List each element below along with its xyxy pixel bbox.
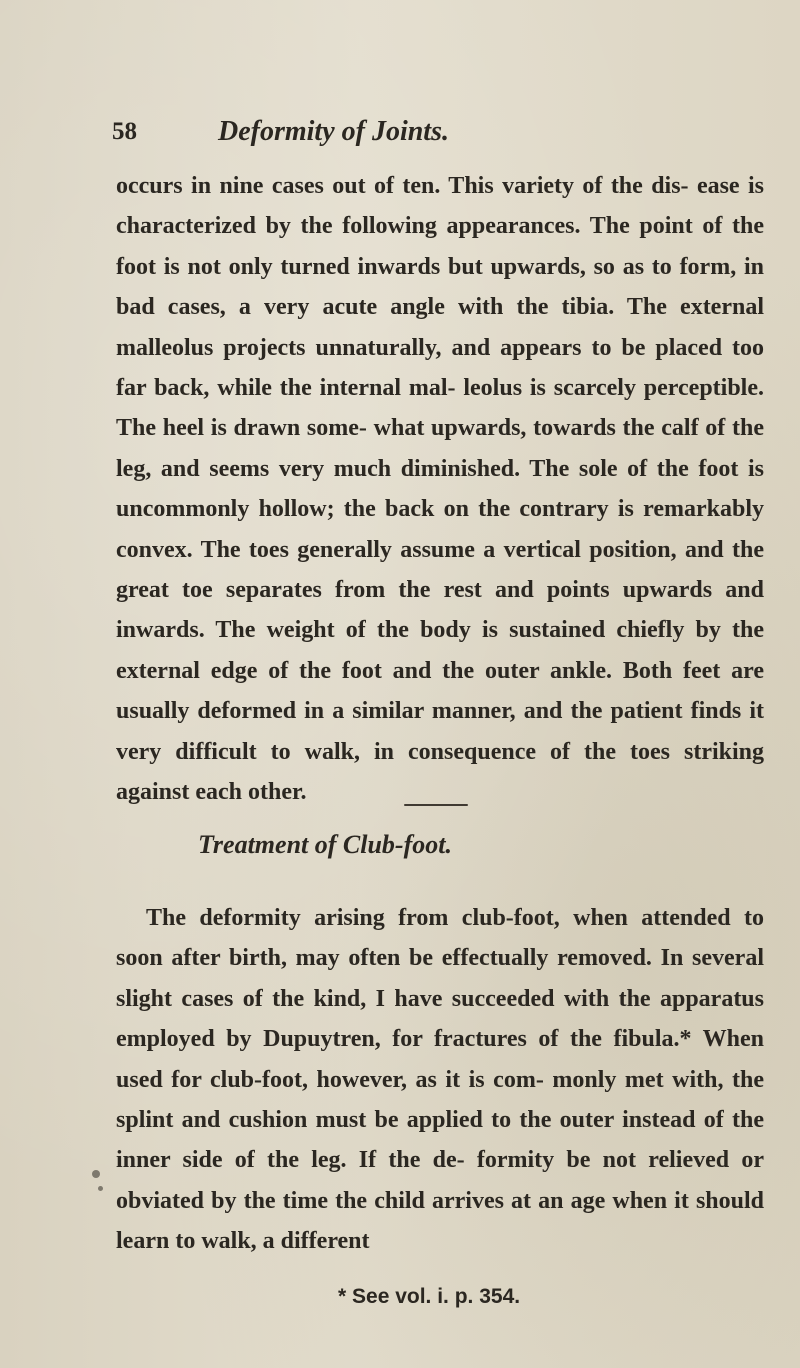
section-divider bbox=[404, 804, 468, 806]
ink-spot bbox=[92, 1170, 100, 1178]
footnote: * See vol. i. p. 354. bbox=[338, 1285, 521, 1308]
running-title: Deformity of Joints. bbox=[218, 116, 449, 147]
page-number: 58 bbox=[112, 118, 137, 145]
section-heading: Treatment of Club-foot. bbox=[198, 830, 452, 859]
ink-spot bbox=[98, 1186, 103, 1191]
running-head bbox=[112, 118, 762, 154]
paragraph-treatment: The deformity arising from club-foot, when attended to soon after birth, may often be effectually removed. In several slight cases of the kind, I have succeeded with the apparatus employed by Dupuytren, for fractures of the fibula.* When used for club-foot, however, as it is com- monly met with, the splint and cushion must be applied to the outer instead of the inner side of the leg. If the de- formity be not relieved or obviated by the time the child arrives at an age when it should learn to walk, a different bbox=[116, 905, 764, 1255]
paragraph-club-foot-description: occurs in nine cases out of ten. This variety of the dis- ease is characterized by the following appearances. The point of the foot is not only turned inwards but upwards, so as to form, in bad cases, a very acute angle with the tibia. The external malleolus projects unnaturally, and appears to be placed too far back, while the internal mal- leolus is scarcely perceptible. The heel is drawn some- what upwards, towards the calf of the leg, and seems very much diminished. The sole of the foot is uncommonly hollow; the back on the contrary is remarkably convex. The toes generally assume a vertical position, and the great toe separates from the rest and points upwards and inwards. The weight of the body is sustained chiefly by the external edge of the foot and the outer ankle. Both feet are usually deformed in a similar manner, and the patient finds it very difficult to walk, in consequence of the toes striking against each other. bbox=[116, 173, 764, 806]
